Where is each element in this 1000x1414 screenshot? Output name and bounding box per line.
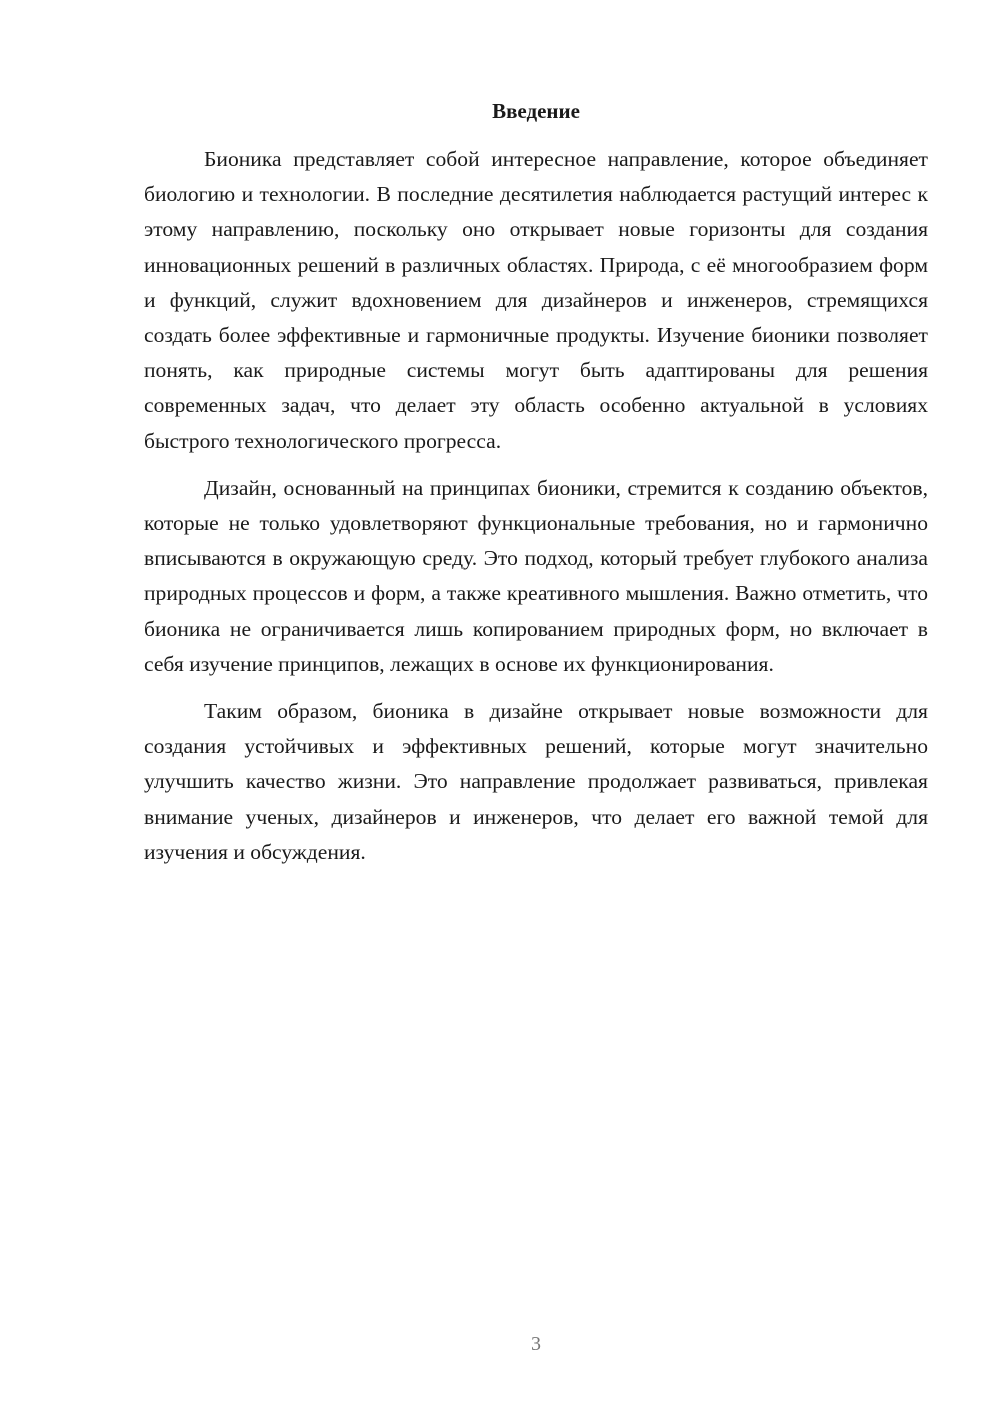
section-title: Введение <box>492 99 580 123</box>
paragraph-conclusion: Таким образом, бионика в дизайне открывает новые возможности для создания устойчивых и эффективных решений, которые могут значительно улучшить качество жизни. Это направление продолжает развиваться, привлекая внимание ученых, дизайнеров и инженеров, что делает его важной темой для изучения и обсуждения. <box>144 699 928 864</box>
body-text <box>144 142 928 882</box>
paragraph-intro: Бионика представляет собой интересное направление, которое объединяет биологию и технологии. В последние десятилетия наблюдается растущий интерес к этому направлению, поскольку оно открывает новые горизонты для создания инновационных решений в различных областях. Природа, с её многообразием форм и функций, служит вдохновением для дизайнеров и инженеров, стремящихся создать более эффективные и гармоничные продукты. Изучение бионики позволяет понять, как природные системы могут быть адаптированы для решения современных задач, что делает эту область особенно актуальной в условиях быстрого технологического прогресса. <box>144 147 928 453</box>
page-number: 3 <box>531 1333 541 1355</box>
paragraph-design: Дизайн, основанный на принципах бионики, стремится к созданию объектов, которые не только удовлетворяют функциональные требования, но и гармонично вписываются в окружающую среду. Это подход, который требует глубокого анализа природных процессов и форм, а также креативного мышления. Важно отметить, что бионика не ограничивается лишь копированием природных форм, но включает в себя изучение принципов, лежащих в основе их функционирования. <box>144 475 928 676</box>
